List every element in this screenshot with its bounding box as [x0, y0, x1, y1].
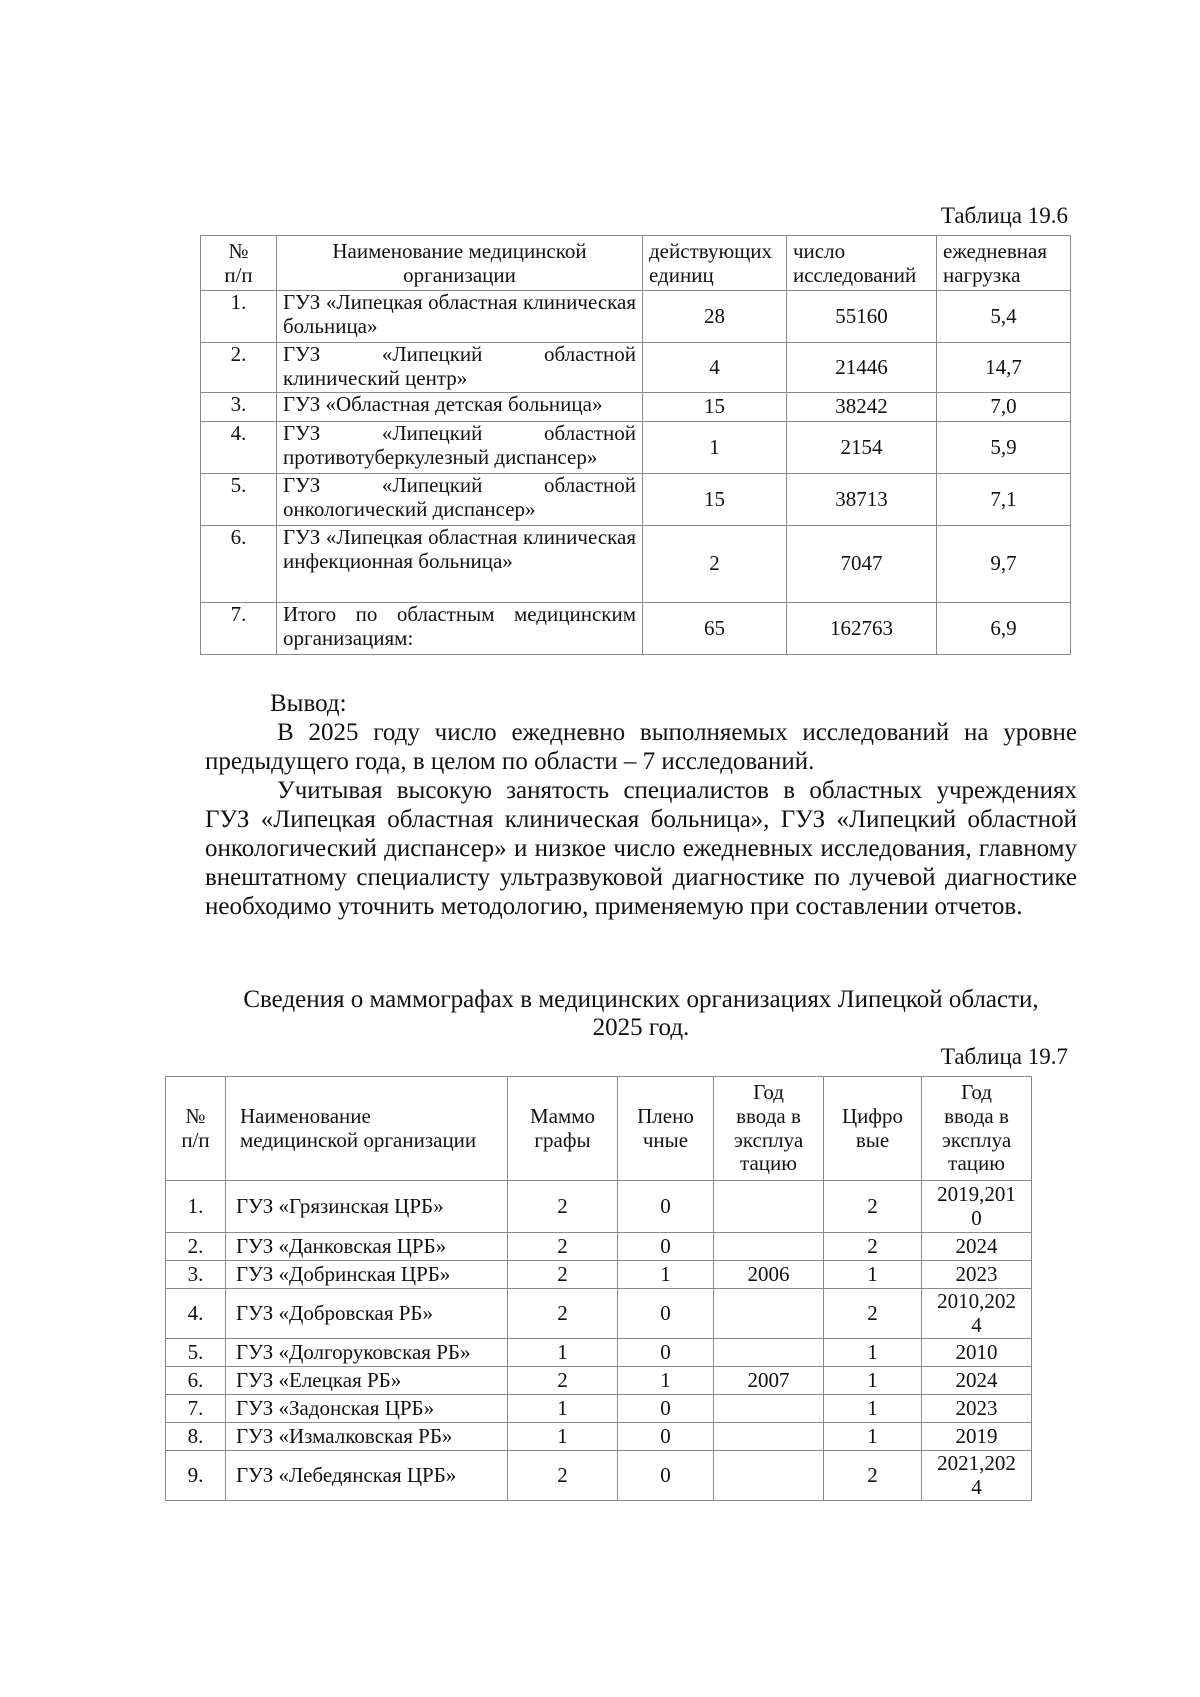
film-commission-year	[714, 1395, 824, 1423]
units-count: 15	[643, 393, 787, 422]
film-commission-year: 2006	[714, 1261, 824, 1289]
studies-count: 7047	[787, 526, 937, 603]
mammographs-count: 2	[508, 1261, 618, 1289]
film-count: 0	[618, 1423, 714, 1451]
row-number: 7.	[166, 1395, 226, 1423]
table-row	[166, 1339, 1032, 1367]
organization-name: ГУЗ «Областная детская больница»	[277, 393, 643, 422]
film-commission-year: 2007	[714, 1367, 824, 1395]
row-number: 3.	[201, 393, 277, 422]
mammographs-count: 1	[508, 1423, 618, 1451]
table-row	[201, 603, 1071, 655]
daily-load: 5,9	[937, 422, 1071, 474]
mammographs-count: 1	[508, 1339, 618, 1367]
organization-name: ГУЗ «Липецкий областной онкологический диспансер»	[277, 474, 643, 526]
daily-load: 7,0	[937, 393, 1071, 422]
organization-name: ГУЗ «Елецкая РБ»	[226, 1367, 508, 1395]
table-row	[201, 343, 1071, 393]
row-number: 7.	[201, 603, 277, 655]
conclusion-paragraph-1: В 2025 году число ежедневно выполняемых исследований на уровне предыдущего года, в целом по области – 7 исследований.	[205, 719, 1077, 775]
digital-count: 1	[824, 1423, 922, 1451]
digital-commission-year: 2010,202 4	[922, 1289, 1032, 1339]
digital-count: 1	[824, 1339, 922, 1367]
row-number: 5.	[166, 1339, 226, 1367]
organization-name: Итого по областным медицинским организациям:	[277, 603, 643, 655]
row-number: 6.	[166, 1367, 226, 1395]
table-row	[166, 1233, 1032, 1261]
film-count: 0	[618, 1395, 714, 1423]
row-number: 6.	[201, 526, 277, 603]
digital-count: 2	[824, 1233, 922, 1261]
row-number: 4.	[166, 1289, 226, 1339]
digital-commission-year: 2023	[922, 1261, 1032, 1289]
header-mammographs: Маммо графы	[508, 1077, 618, 1181]
organization-name: ГУЗ «Лебедянская ЦРБ»	[226, 1451, 508, 1501]
units-count: 15	[643, 474, 787, 526]
daily-load: 5,4	[937, 291, 1071, 343]
table-19-6-caption: Таблица 19.6	[940, 203, 1068, 228]
digital-commission-year: 2024	[922, 1233, 1032, 1261]
digital-commission-year: 2021,202 4	[922, 1451, 1032, 1501]
row-number: 9.	[166, 1451, 226, 1501]
header-number: № п/п	[166, 1077, 226, 1181]
organization-name: ГУЗ «Липецкий областной противотуберкулезный диспансер»	[277, 422, 643, 474]
digital-commission-year: 2010	[922, 1339, 1032, 1367]
studies-count: 2154	[787, 422, 937, 474]
digital-count: 2	[824, 1289, 922, 1339]
header-units: действующих единиц	[643, 236, 787, 291]
organization-name: ГУЗ «Липецкая областная клиническая больница»	[277, 291, 643, 343]
table-row	[201, 474, 1071, 526]
film-commission-year	[714, 1423, 824, 1451]
units-count: 65	[643, 603, 787, 655]
studies-count: 162763	[787, 603, 937, 655]
digital-count: 1	[824, 1367, 922, 1395]
mammographs-count: 2	[508, 1181, 618, 1233]
organization-name: ГУЗ «Измалковская РБ»	[226, 1423, 508, 1451]
digital-count: 1	[824, 1261, 922, 1289]
film-commission-year	[714, 1289, 824, 1339]
table-row	[201, 526, 1071, 603]
table-row	[166, 1451, 1032, 1501]
mammography-section-title-line-2: 2025 год.	[592, 1014, 690, 1041]
film-commission-year	[714, 1181, 824, 1233]
table-row	[166, 1395, 1032, 1423]
header-digital: Цифро вые	[824, 1077, 922, 1181]
units-count: 1	[643, 422, 787, 474]
film-commission-year	[714, 1233, 824, 1261]
studies-count: 38242	[787, 393, 937, 422]
organization-name: ГУЗ «Долгоруковская РБ»	[226, 1339, 508, 1367]
film-count: 0	[618, 1289, 714, 1339]
header-studies: число исследований	[787, 236, 937, 291]
row-number: 3.	[166, 1261, 226, 1289]
row-number: 2.	[166, 1233, 226, 1261]
daily-load: 9,7	[937, 526, 1071, 603]
daily-load: 6,9	[937, 603, 1071, 655]
digital-commission-year: 2023	[922, 1395, 1032, 1423]
digital-count: 1	[824, 1395, 922, 1423]
header-film: Плено чные	[618, 1077, 714, 1181]
table-row	[201, 422, 1071, 474]
organization-name: ГУЗ «Добровская РБ»	[226, 1289, 508, 1339]
film-count: 1	[618, 1367, 714, 1395]
organization-name: ГУЗ «Липецкий областной клинический центр»	[277, 343, 643, 393]
studies-count: 55160	[787, 291, 937, 343]
mammography-table	[165, 1076, 1032, 1501]
header-daily-load: ежедневная нагрузка	[937, 236, 1071, 291]
header-digital-year: Год ввода в эксплуа тацию	[922, 1077, 1032, 1181]
table-row	[201, 393, 1071, 422]
units-count: 4	[643, 343, 787, 393]
header-organization: Наименование медицинской организации	[277, 236, 643, 291]
header-number: № п/п	[201, 236, 277, 291]
mammography-section-title-line-1: Сведения о маммографах в медицинских организациях Липецкой области,	[243, 986, 1039, 1013]
units-count: 28	[643, 291, 787, 343]
organization-name: ГУЗ «Данковская ЦРБ»	[226, 1233, 508, 1261]
row-number: 4.	[201, 422, 277, 474]
mammographs-count: 2	[508, 1289, 618, 1339]
table-row	[166, 1289, 1032, 1339]
mammographs-count: 2	[508, 1233, 618, 1261]
daily-load: 14,7	[937, 343, 1071, 393]
organization-name: ГУЗ «Добринская ЦРБ»	[226, 1261, 508, 1289]
ultrasound-load-table	[200, 235, 1071, 655]
organization-name: ГУЗ «Задонская ЦРБ»	[226, 1395, 508, 1423]
row-number: 1.	[201, 291, 277, 343]
header-film-year: Год ввода в эксплуа тацию	[714, 1077, 824, 1181]
row-number: 2.	[201, 343, 277, 393]
table-row	[201, 291, 1071, 343]
conclusion-label: Вывод:	[270, 690, 347, 717]
header-organization: Наименование медицинской организации	[226, 1077, 508, 1181]
table-row	[166, 1181, 1032, 1233]
film-count: 0	[618, 1233, 714, 1261]
organization-name: ГУЗ «Грязинская ЦРБ»	[226, 1181, 508, 1233]
digital-commission-year: 2019,201 0	[922, 1181, 1032, 1233]
digital-count: 2	[824, 1451, 922, 1501]
organization-name: ГУЗ «Липецкая областная клиническая инфекционная больница»	[277, 526, 643, 603]
conclusion-paragraph-2: Учитывая высокую занятость специалистов в областных учреждениях ГУЗ «Липецкая областная клиническая больница», ГУЗ «Липецкий областной онкологический диспансер» и низкое число ежедневных исследования, главному внештатному специалисту ультразвуковой диагностике по лучевой диагностике необходимо уточнить методологию, применяемую при составлении отчетов.	[205, 777, 1077, 920]
digital-commission-year: 2024	[922, 1367, 1032, 1395]
row-number: 5.	[201, 474, 277, 526]
table-19-7-caption: Таблица 19.7	[940, 1044, 1068, 1069]
film-count: 1	[618, 1261, 714, 1289]
film-count: 0	[618, 1451, 714, 1501]
daily-load: 7,1	[937, 474, 1071, 526]
film-count: 0	[618, 1181, 714, 1233]
mammographs-count: 2	[508, 1367, 618, 1395]
mammographs-count: 2	[508, 1451, 618, 1501]
digital-commission-year: 2019	[922, 1423, 1032, 1451]
row-number: 1.	[166, 1181, 226, 1233]
film-commission-year	[714, 1339, 824, 1367]
table-row	[166, 1261, 1032, 1289]
film-count: 0	[618, 1339, 714, 1367]
row-number: 8.	[166, 1423, 226, 1451]
mammographs-count: 1	[508, 1395, 618, 1423]
table-row	[166, 1367, 1032, 1395]
units-count: 2	[643, 526, 787, 603]
digital-count: 2	[824, 1181, 922, 1233]
studies-count: 21446	[787, 343, 937, 393]
studies-count: 38713	[787, 474, 937, 526]
table-row	[166, 1423, 1032, 1451]
film-commission-year	[714, 1451, 824, 1501]
